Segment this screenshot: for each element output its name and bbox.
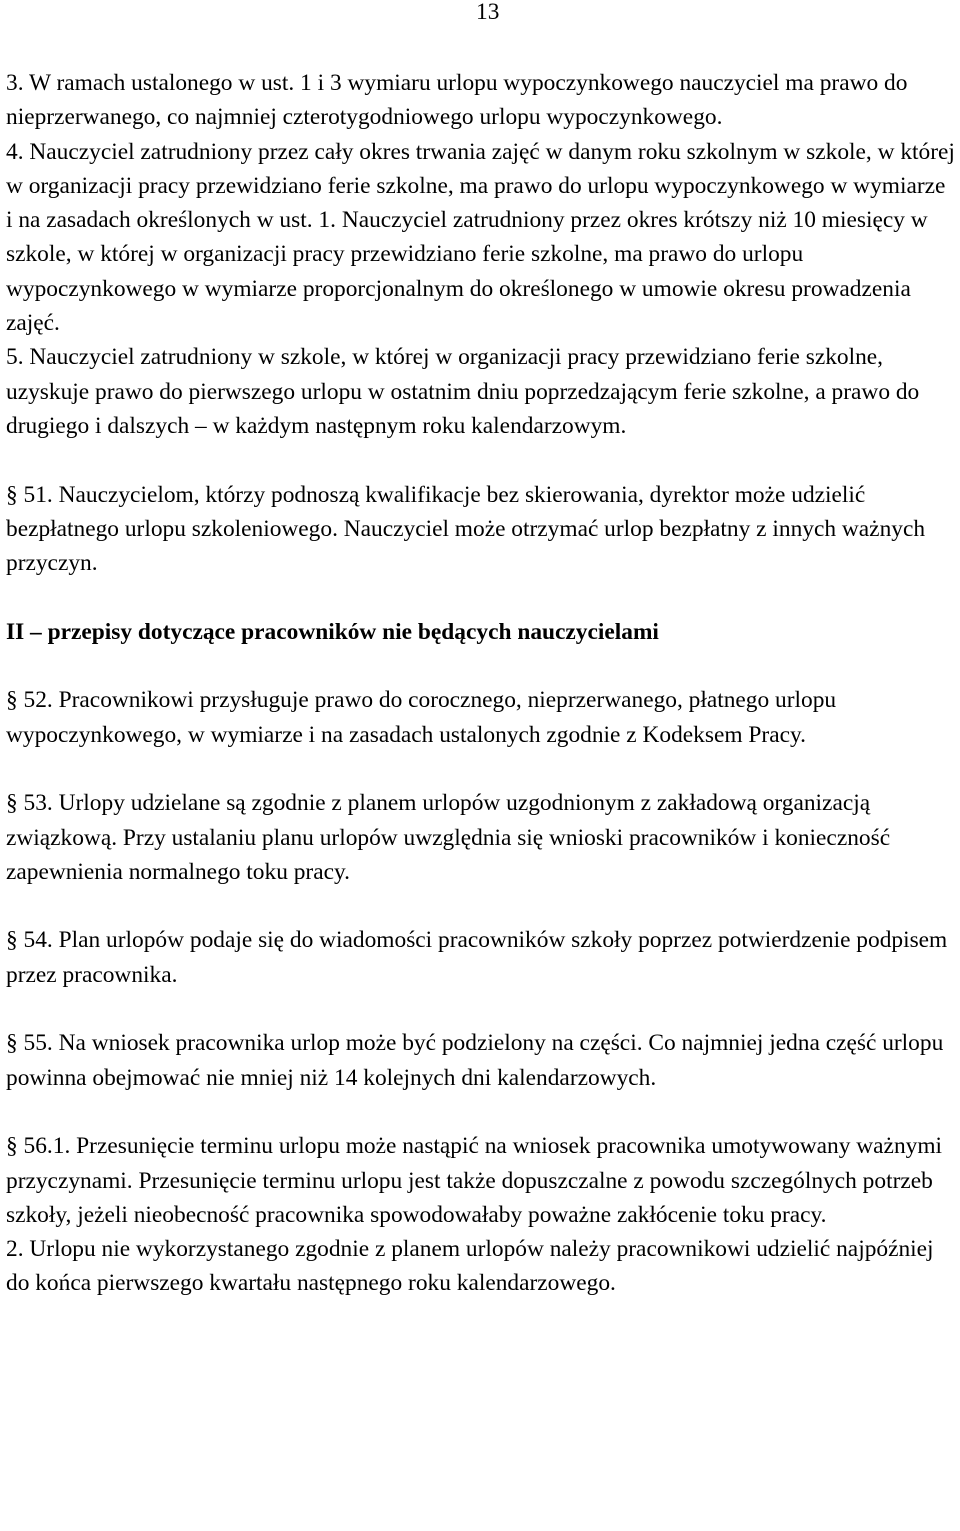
- paragraph-3: 3. W ramach ustalonego w ust. 1 i 3 wymiaru urlopu wypoczynkowego nauczyciel ma prawo do nieprzerwanego, co najmniej czterotygodniowego urlopu wypoczynkowego.: [6, 70, 908, 131]
- section-56-1: § 56.1. Przesunięcie terminu urlopu może nastąpić na wniosek pracownika umotywowany ważnymi przyczynami. Przesunięcie terminu urlopu jest także dopuszczalne z powodu szczególnych potrzeb szkoły, jeżeli nieobecność pracownika spowodowałaby poważne zakłócenie toku pracy.: [6, 1133, 943, 1228]
- section-54: § 54. Plan urlopów podaje się do wiadomości pracowników szkoły poprzez potwierdzenie podpisem przez pracownika.: [6, 927, 948, 988]
- page-number: 13: [476, 0, 500, 25]
- paragraph-5: 5. Nauczyciel zatrudniony w szkole, w której w organizacji pracy przewidziano ferie szkolne, uzyskuje prawo do pierwszego urlopu w ostatnim dniu poprzedzającym ferie szkolne, a prawo do drugiego i dalszych – w każdym następnym roku kalendarzowym.: [6, 344, 920, 439]
- document-body: [6, 66, 956, 1301]
- section-55: § 55. Na wniosek pracownika urlop może być podzielony na części. Co najmniej jedna część urlopu powinna obejmować nie mniej niż 14 kolejnych dni kalendarzowych.: [6, 1030, 944, 1091]
- paragraph-4: 4. Nauczyciel zatrudniony przez cały okres trwania zajęć w danym roku szkolnym w szkole, w której w organizacji pracy przewidziano ferie szkolne, ma prawo do urlopu wypoczynkowego w wymiarze i na zasadach określonych w ust. 1. Nauczyciel zatrudniony przez okres krótszy niż 10 miesięcy w szkole, w której w organizacji pracy przewidziano ferie szkolne, ma prawo do urlopu wypoczynkowego w wymiarze proporcjonalnym do określonego w umowie okresu prowadzenia zajęć.: [6, 138, 955, 337]
- section-53: § 53. Urlopy udzielane są zgodnie z planem urlopów uzgodnionym z zakładową organizacją związkową. Przy ustalaniu planu urlopów uwzględnia się wnioski pracowników i konieczność zapewnienia normalnego toku pracy.: [6, 790, 891, 885]
- section-56-2: 2. Urlopu nie wykorzystanego zgodnie z planem urlopów należy pracownikowi udzielić najpóźniej do końca pierwszego kwartału następnego roku kalendarzowego.: [6, 1236, 934, 1297]
- section-52: § 52. Pracownikowi przysługuje prawo do corocznego, nieprzerwanego, płatnego urlopu wypoczynkowego, w wymiarze i na zasadach ustalonych zgodnie z Kodeksem Pracy.: [6, 687, 837, 748]
- section-51: § 51. Nauczycielom, którzy podnoszą kwalifikacje bez skierowania, dyrektor może udzielić bezpłatnego urlopu szkoleniowego. Nauczyciel może otrzymać urlop bezpłatny z innych ważnych przyczyn.: [6, 481, 926, 577]
- section-heading: II – przepisy dotyczące pracowników nie będących nauczycielami: [6, 618, 659, 645]
